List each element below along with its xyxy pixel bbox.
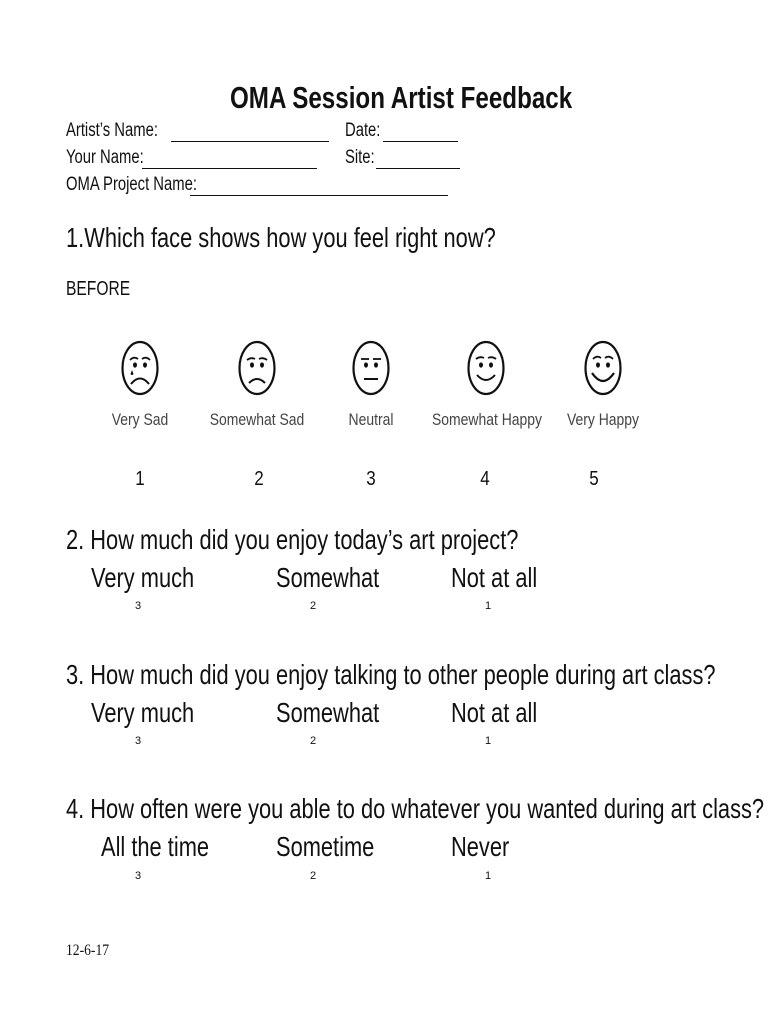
question-1-text: 1.Which face shows how you feel right now? bbox=[66, 222, 496, 253]
site-line[interactable] bbox=[376, 168, 460, 169]
q3-score-1: 1 bbox=[484, 735, 492, 747]
q4-score-3: 3 bbox=[134, 870, 142, 882]
q4-option-never[interactable]: Never bbox=[451, 831, 510, 862]
q2-score-2: 2 bbox=[309, 600, 317, 612]
your-name-label: Your Name: bbox=[66, 147, 144, 168]
q4-option-all-the-time[interactable]: All the time bbox=[101, 831, 210, 862]
face-label-very-happy: Very Happy bbox=[566, 410, 640, 429]
face-number-4: 4 bbox=[480, 468, 490, 490]
question-3-text: 3. How much did you enjoy talking to other people during art class? bbox=[66, 659, 716, 690]
q3-option-very-much[interactable]: Very much bbox=[91, 697, 195, 728]
q2-option-very-much[interactable]: Very much bbox=[91, 562, 195, 593]
very-sad-face-icon[interactable] bbox=[121, 340, 159, 396]
question-4-text: 4. How often were you able to do whatever you wanted during art class? bbox=[66, 793, 765, 824]
face-label-somewhat-happy: Somewhat Happy bbox=[431, 410, 543, 429]
face-number-3: 3 bbox=[366, 468, 376, 490]
face-label-somewhat-sad: Somewhat Sad bbox=[209, 410, 305, 429]
date-line[interactable] bbox=[383, 141, 458, 142]
q4-option-sometime[interactable]: Sometime bbox=[276, 831, 375, 862]
q4-score-2: 2 bbox=[309, 870, 317, 882]
before-label: BEFORE bbox=[66, 278, 131, 300]
face-number-5: 5 bbox=[589, 468, 599, 490]
q2-score-3: 3 bbox=[134, 600, 142, 612]
q3-option-somewhat[interactable]: Somewhat bbox=[276, 697, 380, 728]
site-label: Site: bbox=[345, 147, 375, 168]
footer-date: 12-6-17 bbox=[66, 942, 110, 959]
q3-option-not-at-all[interactable]: Not at all bbox=[451, 697, 538, 728]
your-name-line[interactable] bbox=[142, 168, 317, 169]
q2-score-1: 1 bbox=[484, 600, 492, 612]
somewhat-happy-face-icon[interactable] bbox=[467, 340, 505, 396]
artist-name-line[interactable] bbox=[171, 141, 329, 142]
face-number-2: 2 bbox=[254, 468, 264, 490]
question-2-text: 2. How much did you enjoy today’s art project? bbox=[66, 524, 519, 555]
q4-score-1: 1 bbox=[484, 870, 492, 882]
project-name-line[interactable] bbox=[190, 195, 448, 196]
somewhat-sad-face-icon[interactable] bbox=[238, 340, 276, 396]
date-label: Date: bbox=[345, 120, 381, 141]
neutral-face-icon[interactable] bbox=[352, 340, 390, 396]
q3-score-3: 3 bbox=[134, 735, 142, 747]
page-title: OMA Session Artist Feedback bbox=[230, 80, 573, 115]
artist-name-label: Artist’s Name: bbox=[66, 120, 158, 141]
q2-option-not-at-all[interactable]: Not at all bbox=[451, 562, 538, 593]
q3-score-2: 2 bbox=[309, 735, 317, 747]
face-label-very-sad: Very Sad bbox=[111, 410, 169, 429]
face-label-neutral: Neutral bbox=[348, 410, 394, 429]
very-happy-face-icon[interactable] bbox=[584, 340, 622, 396]
face-number-1: 1 bbox=[135, 468, 145, 490]
q2-option-somewhat[interactable]: Somewhat bbox=[276, 562, 380, 593]
project-name-label: OMA Project Name: bbox=[66, 174, 197, 195]
